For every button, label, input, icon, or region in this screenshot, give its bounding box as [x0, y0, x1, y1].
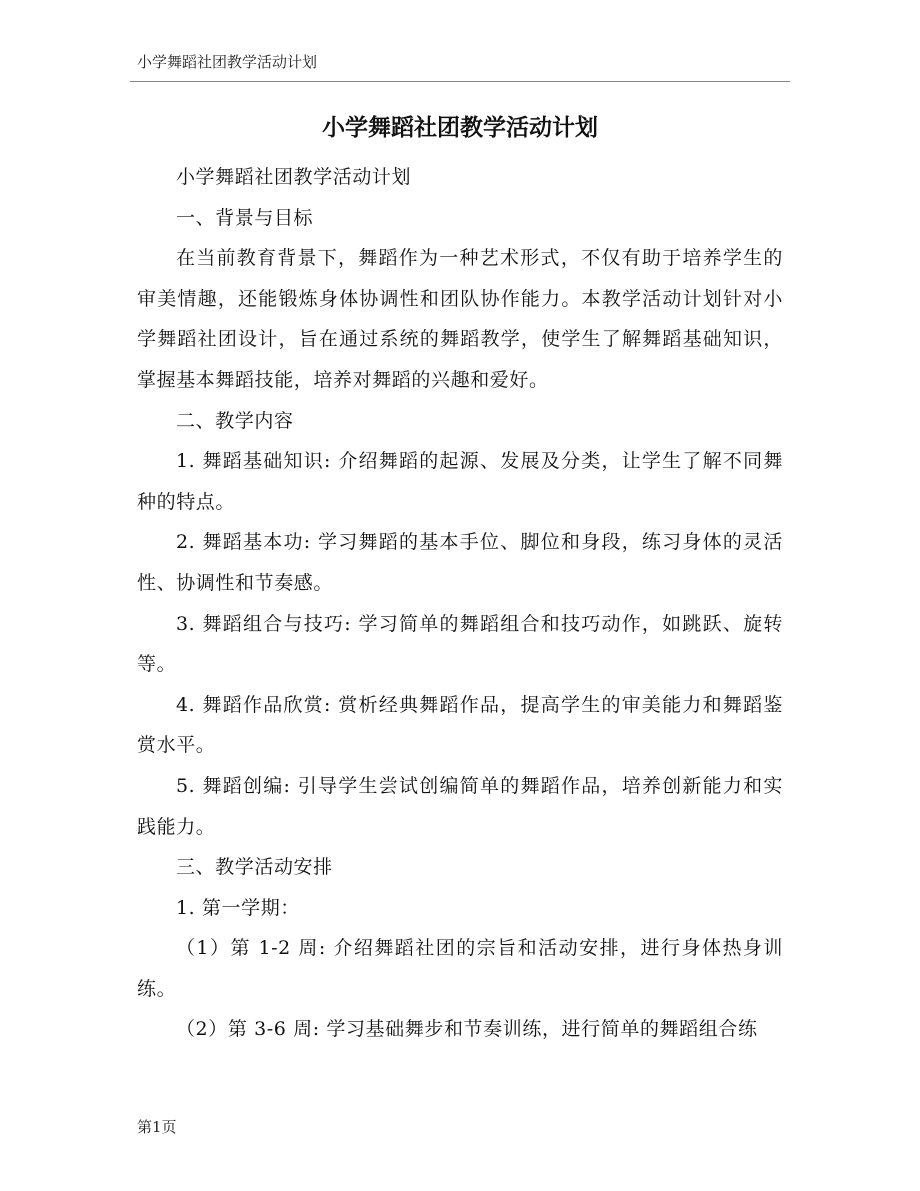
- list-item-content-1: 1. 舞蹈基础知识: 介绍舞蹈的起源、发展及分类，让学生了解不同舞种的特点。: [137, 450, 783, 513]
- body-paragraph-background: 在当前教育背景下，舞蹈作为一种艺术形式，不仅有助于培养学生的审美情趣，还能锻炼身体协调性和团队协作能力。本教学活动计划针对小学舞蹈社团设计，旨在通过系统的舞蹈教学，使学生了解舞蹈基础知识，掌握基本舞蹈技能，培养对舞蹈的兴趣和爱好。: [137, 247, 783, 391]
- list-item-weeks-1-2: （1）第 1-2 周: 介绍舞蹈社团的宗旨和活动安排，进行身体热身训练。: [137, 937, 783, 1000]
- page-number: 第1页: [137, 1118, 177, 1136]
- body-paragraph-plan-title: 小学舞蹈社团教学活动计划: [175, 166, 412, 188]
- section-heading-background: 一、背景与目标: [175, 206, 314, 229]
- section-heading-content: 二、教学内容: [175, 409, 294, 432]
- running-header: 小学舞蹈社团教学活动计划: [137, 53, 318, 71]
- header-divider: [130, 81, 790, 82]
- list-item-semester-1: 1. 第一学期：: [175, 896, 300, 919]
- list-item-content-4: 4. 舞蹈作品欣赏: 赏析经典舞蹈作品，提高学生的审美能力和舞蹈鉴赏水平。: [137, 693, 783, 757]
- document-body: [137, 157, 783, 1050]
- section-heading-schedule: 三、教学活动安排: [175, 856, 333, 879]
- list-item-content-5: 5. 舞蹈创编: 引导学生尝试创编简单的舞蹈作品，培养创新能力和实践能力。: [137, 774, 783, 838]
- list-item-content-3: 3. 舞蹈组合与技巧: 学习简单的舞蹈组合和技巧动作，如跳跃、旋转等。: [137, 612, 783, 676]
- document-title: 小学舞蹈社团教学活动计划: [322, 115, 598, 141]
- list-item-weeks-3-6: （2）第 3-6 周: 学习基础舞步和节奏训练，进行简单的舞蹈组合练: [175, 1018, 758, 1041]
- list-item-content-2: 2. 舞蹈基本功: 学习舞蹈的基本手位、脚位和身段，练习身体的灵活性、协调性和节奏感。: [137, 531, 783, 594]
